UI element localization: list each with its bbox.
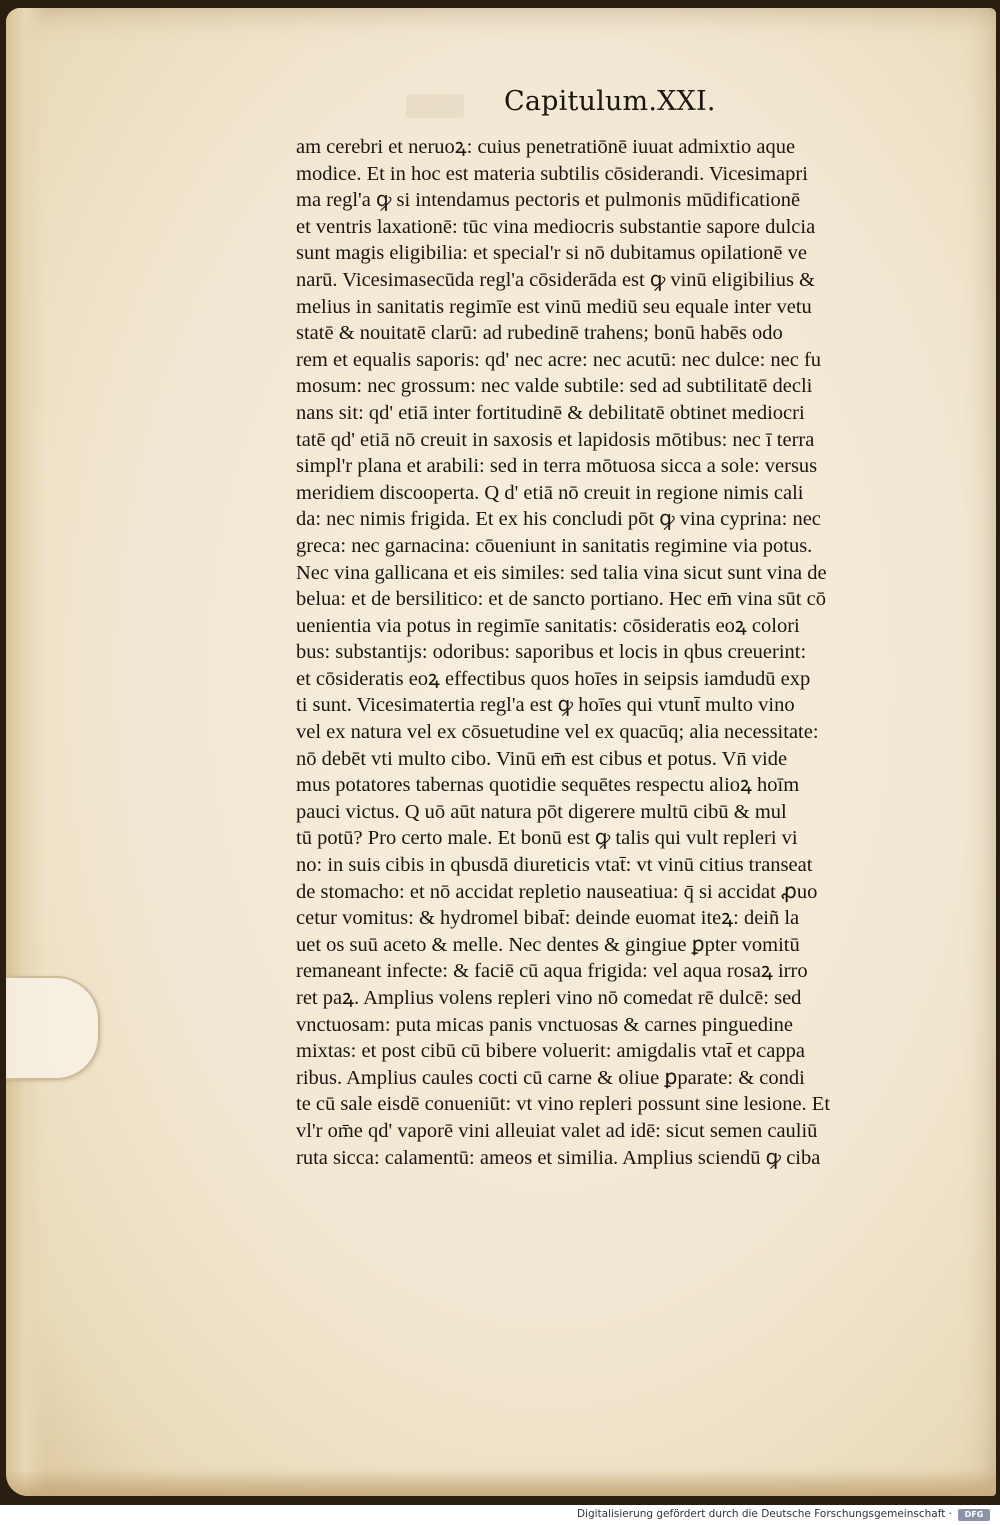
text-line: ribus. Amplius caules cocti cū carne & oliue ꝑparate: & condi	[296, 1066, 805, 1089]
chapter-heading: Capitulum.XXI.	[504, 86, 716, 117]
text-line: et ventris laxationē: tūc vina mediocris substantie sapore dulcia	[296, 215, 816, 238]
paper-left-edge-shadow	[6, 8, 46, 1496]
text-line: Nec vina gallicana et eis similes: sed talia vina sicut sunt vina de	[296, 561, 827, 584]
text-line: cetur vomitus: & hydromel bibat̄: deinde euomat iteꝝ: deiñ la	[296, 907, 800, 930]
text-line: belua: et de bersilitico: et de sancto portiano. Hec em̄ vina sūt cō	[296, 588, 826, 611]
text-line: tū potū? Pro certo male. Et bonū est ꝙ talis qui vult repleri vi	[296, 827, 798, 850]
text-line: ma regl'a ꝙ si intendamus pectoris et pulmonis mūdificationē	[296, 189, 801, 212]
dfg-logo: DFG	[958, 1509, 990, 1521]
funding-credit: Digitalisierung gefördert durch die Deutsche Forschungsgemeinschaft ·	[576, 1508, 952, 1520]
page-clip-tab	[6, 976, 100, 1080]
text-line: uet os suū aceto & melle. Nec dentes & gingiue ꝑpter vomitū	[296, 933, 800, 956]
text-line: da: nec nimis frigida. Et ex his concludi pōt ꝙ vina cyprina: nec	[296, 508, 821, 531]
text-line: et cōsideratis eoꝝ effectibus quos hoīes in seipsis iamdudū exp	[296, 667, 811, 690]
text-line: no: in suis cibis in qbusdā diureticis vtat̄: vt vinū citius transeat	[296, 854, 813, 877]
text-line: nō debēt vti multo cibo. Vinū em̄ est cibus et potus. Vn̄ vide	[296, 747, 788, 770]
text-line: remaneant infecte: & faciē cū aqua frigida: vel aqua rosaꝝ irro	[296, 960, 808, 983]
text-line: meridiem discooperta. Q d' etiā nō creuit in regione nimis cali	[296, 481, 804, 504]
text-line: nans sit: qd' etiā inter fortitudinē & debilitatē obtinet mediocri	[296, 401, 805, 424]
text-line: rem et equalis saporis: qd' nec acre: nec acutū: nec dulce: nec fu	[296, 348, 822, 371]
body-text-block	[296, 134, 946, 1171]
text-line: ti sunt. Vicesimatertia regl'a est ꝙ hoīes qui vtunt̄ multo vino	[296, 694, 795, 717]
text-line: tatē qd' etiā nō creuit in saxosis et lapidosis mōtibus: nec ī terra	[296, 428, 815, 451]
text-line: ret paꝝ. Amplius volens repleri vino nō comedat rē dulcē: sed	[296, 987, 802, 1009]
faint-show-through-mark	[406, 94, 464, 118]
text-line: sunt magis eligibilia: et special'r si nō dubitamus opilationē ve	[296, 242, 807, 265]
text-line: bus: substantijs: odoribus: saporibus et locis in qbus creuerint:	[296, 641, 807, 664]
text-line: vl'r om̄e qd' vaporē vini alleuiat valet ad idē: sicut semen cauliū	[296, 1119, 818, 1142]
text-line: de stomacho: et nō accidat repletio nauseatiua: q̄ si accidat ꝓuo	[296, 880, 818, 903]
text-line: greca: nec garnacina: cōueniunt in sanitatis regimine via potus.	[296, 534, 813, 557]
text-line: uenientia via potus in regimīe sanitatis: cōsideratis eoꝝ colori	[296, 614, 800, 637]
text-line: simpl'r plana et arabili: sed in terra mōtuosa sicca a sole: versus	[296, 455, 818, 478]
text-line: am cerebri et neruoꝝ: cuius penetratiōnē iuuat admixtio aque	[296, 136, 796, 158]
text-line: te cū sale eisdē conueniūt: vt vino repleri possunt sine lesione. Et	[296, 1093, 831, 1116]
text-line: narū. Vicesimasecūda regl'a cōsiderāda est ꝙ vinū eligibilius &	[296, 268, 816, 291]
text-line: pauci victus. Q uō aūt natura pōt digerere multū cibū & mul	[296, 800, 787, 823]
text-line: statē & nouitatē clarū: ad rubedinē trahens; bonū habēs odo	[296, 322, 783, 345]
text-line: mosum: nec grossum: nec valde subtile: sed ad subtilitatē decli	[296, 375, 813, 398]
text-line: vel ex natura vel ex cōsuetudine vel ex quacūq; alia necessitate:	[296, 721, 819, 744]
digitization-footer	[0, 1505, 1000, 1525]
text-line: mus potatores tabernas quotidie sequētes respectu alioꝝ hoīm	[296, 774, 800, 797]
text-line: vnctuosam: puta micas panis vnctuosas & carnes pinguedine	[296, 1013, 794, 1036]
paper-bottom-edge-shadow	[6, 1470, 996, 1496]
text-line: mixtas: et post cibū cū bibere voluerit: amigdalis vtat̄ et cappa	[296, 1040, 805, 1063]
text-line: modice. Et in hoc est materia subtilis cōsiderandi. Vicesimapri	[296, 162, 808, 185]
text-line: melius in sanitatis regimīe est vinū mediū seu equale inter vetu	[296, 295, 812, 318]
text-line: ruta sicca: calamentū: ameos et similia. Amplius sciendū ꝙ ciba	[296, 1146, 821, 1169]
